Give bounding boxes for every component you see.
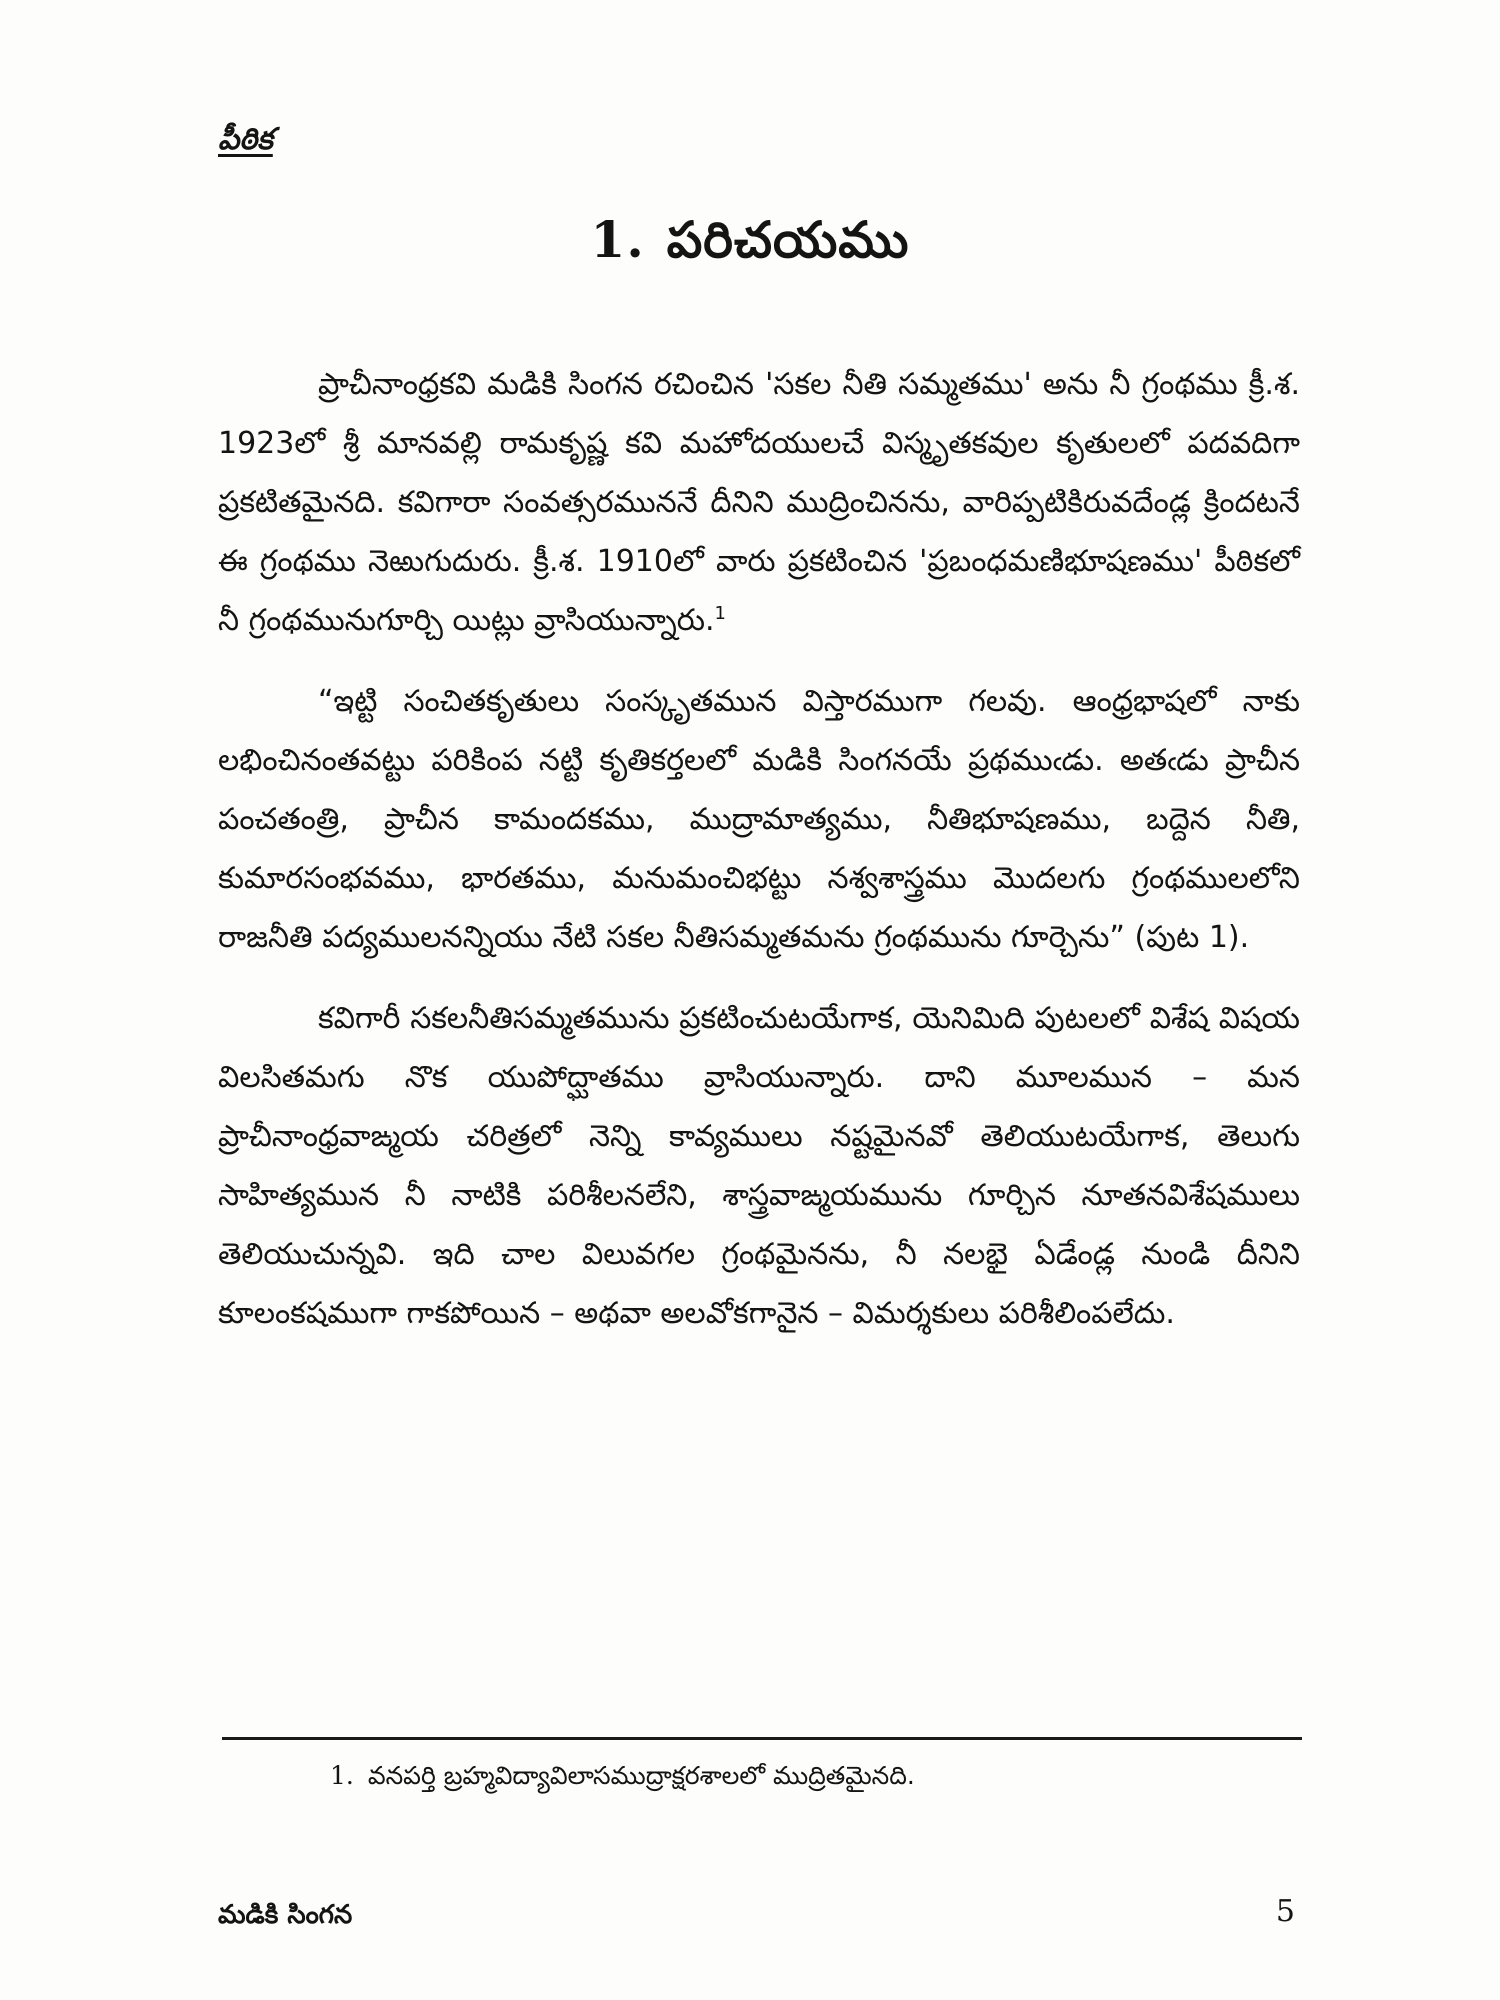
paragraph-text: “ఇట్టి సంచితకృతులు సంస్కృతమున విస్తారముగా గలవు. ఆంధ్రభాషలో నాకు లభించినంతవట్టు పరికింప నట్టి కృతికర్తలలో మడికి సింగనయే ప్రథముఁడు. అతఁడు ప్రాచీన పంచతంత్రి, ప్రాచీన కామందకము, ముద్రామాత్యము, నీతిభూషణము, బద్దెన నీతి, కుమారసంభవము, భారతము, మనుమంచిభట్టు నశ్వశాస్త్రము మొదలగు గ్రంథములలోని రాజనీతి పద్యములనన్నియు నేటి సకల నీతిసమ్మతమను గ్రంథమును గూర్చెను” (పుట 1). [218,684,1300,955]
running-head: పీఠిక [218,122,273,157]
footnote-divider [222,1737,1302,1740]
footnote-number: 1. [330,1761,354,1790]
paragraph [218,355,1300,650]
paragraph [218,989,1300,1343]
paragraph-text: ప్రాచీనాంధ్రకవి మడికి సింగన రచించిన 'సకల నీతి సమ్మతము' అను నీ గ్రంథము క్రీ.శ. 1923లో శ్రీ మానవల్లి రామకృష్ణ కవి మహోదయులచే విస్మృతకవుల కృతులలో పదవదిగా ప్రకటితమైనది. కవిగారా సంవత్సరముననే దీనిని ముద్రించినను, వారిప్పటికిరువదేండ్ల క్రిందటనే ఈ గ్రంథము నెఱుగుదురు. క్రీ.శ. 1910లో వారు ప్రకటించిన 'ప్రబంధమణిభూషణము' పీఠికలో నీ గ్రంథమునుగూర్చి యిట్లు వ్రాసియున్నారు. [218,367,1300,638]
footnote-reference: 1 [714,603,726,624]
footnote [330,1758,1290,1794]
chapter-title-text: పరిచయము [666,211,910,269]
paragraph [218,672,1300,967]
page-number: 5 [1275,1894,1295,1929]
chapter-title [0,210,1500,282]
footnote-text: వనపర్తి బ్రహ్మవిద్యావిలాసముద్రాక్షరశాలలో ముద్రితమైనది. [367,1761,915,1790]
body-text [218,355,1300,1365]
paragraph-text: కవిగారీ సకలనీతిసమ్మతమును ప్రకటించుటయేగాక, యెనిమిది పుటలలో విశేష విషయ విలసితమగు నొక యుపోద్ఘాతము వ్రాసియున్నారు. దాని మూలమున – మన ప్రాచీనాంధ్రవాఙ్మయ చరిత్రలో నెన్ని కావ్యములు నష్టమైనవో తెలియుటయేగాక, తెలుగు సాహిత్యమున నీ నాటికి పరిశీలనలేని, శాస్త్రవాఙ్మయమును గూర్చిన నూతనవిశేషములు తెలియుచున్నవి. ఇది చాల విలువగల గ్రంథమైనను, నీ నలభై ఏడేండ్ల నుండి దీనిని కూలంకషముగా గాకపోయిన – అథవా అలవోకగానైన – విమర్శకులు పరిశీలింపలేదు. [218,1001,1300,1331]
running-foot: మడికి సింగన [218,1900,353,1930]
chapter-number: 1. [590,210,645,269]
